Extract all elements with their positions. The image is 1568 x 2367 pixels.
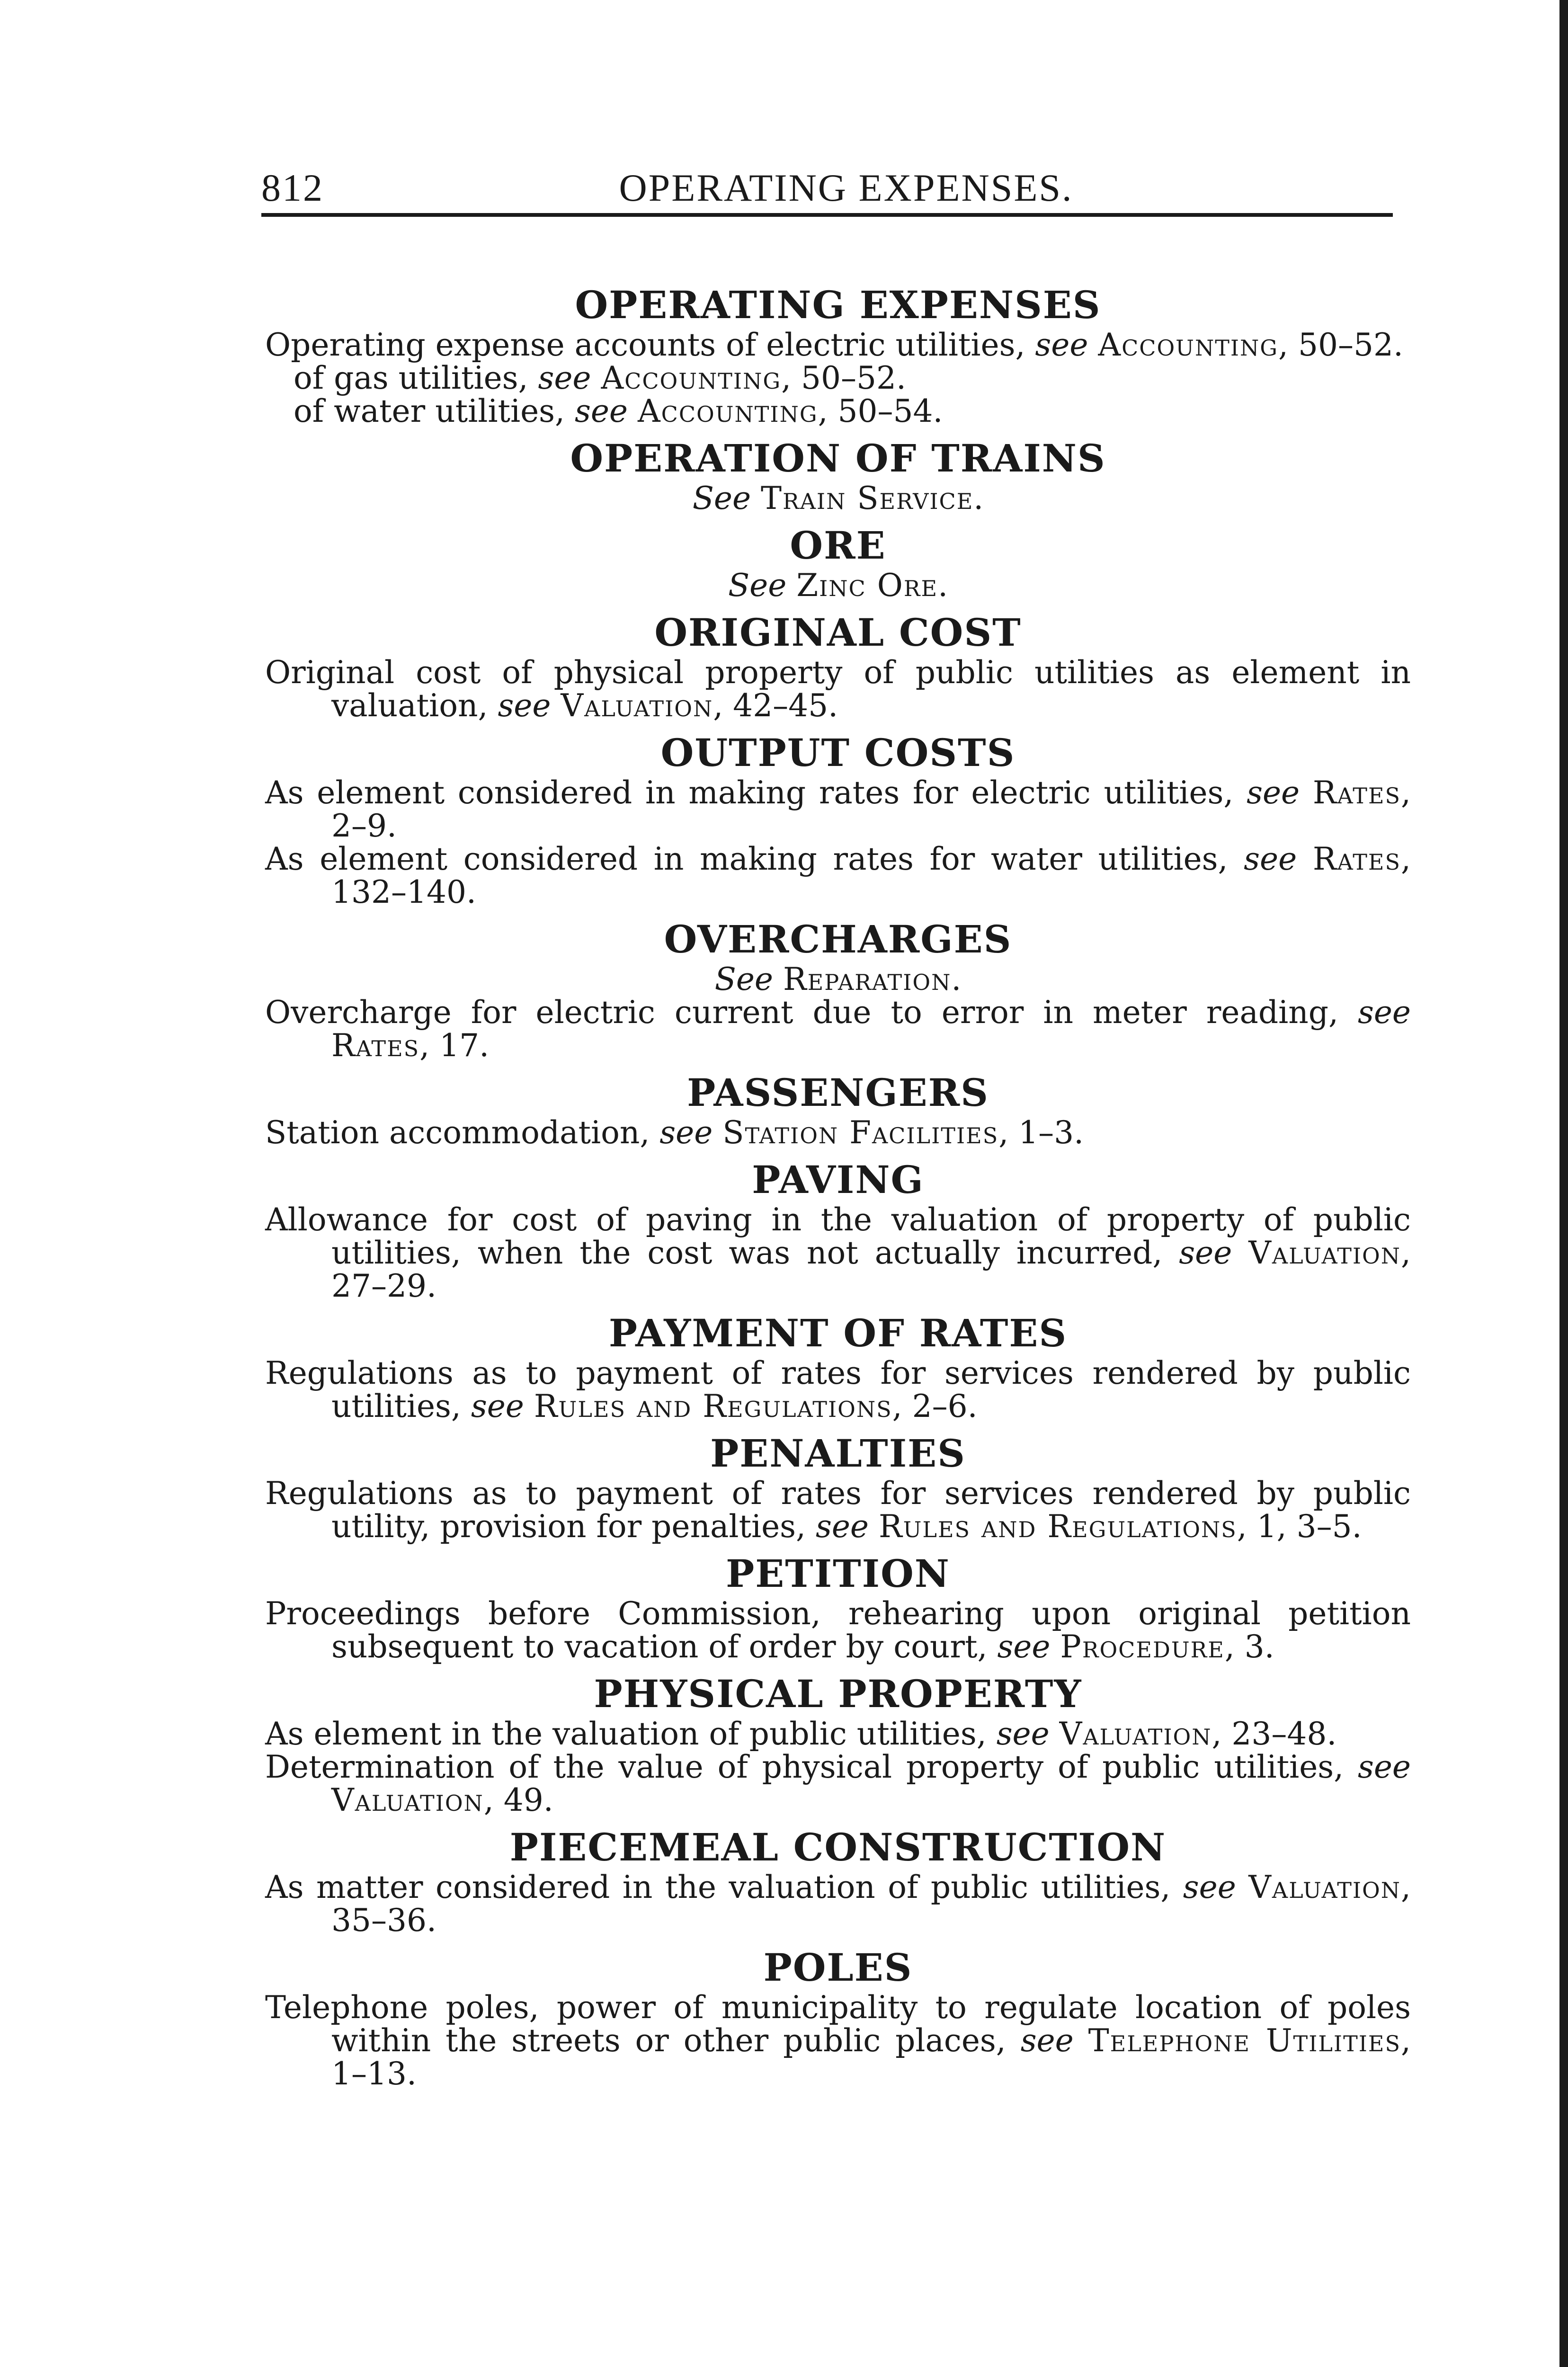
see-reference: see — [1179, 1235, 1232, 1271]
see-reference: see — [997, 1628, 1051, 1665]
entry-text: Regulations as to payment of rates for services rendered by public utility, provision for penalties, — [265, 1475, 1411, 1545]
entry-heading: PAVING — [752, 1157, 924, 1202]
see-reference: see — [996, 1716, 1050, 1752]
entry-heading: OPERATING EXPENSES — [575, 283, 1101, 327]
index-entry — [265, 435, 1411, 515]
entry-line — [265, 482, 1411, 515]
entry-text: As element considered in making rates for water utilities, — [265, 841, 1244, 877]
entry-line — [265, 1871, 1411, 1937]
entry-text: , 3. — [1224, 1628, 1274, 1665]
entry-text — [1236, 1869, 1248, 1905]
entry-line — [265, 1357, 1411, 1423]
entry-text — [1050, 1628, 1060, 1665]
cross-reference-topic: Station Facilities — [722, 1114, 999, 1151]
entry-text: Regulations as to payment of rates for services rendered by public utilities, — [265, 1355, 1411, 1424]
entry-text — [628, 393, 638, 429]
index-entry — [265, 1309, 1411, 1423]
entry-heading: POLES — [763, 1945, 913, 1990]
entry-text: , 2–6. — [892, 1388, 978, 1424]
cross-reference-topic: Train Service — [761, 480, 974, 516]
cross-reference-topic: Accounting — [601, 360, 782, 396]
entry-text: , 23–48. — [1212, 1716, 1337, 1752]
cross-reference-topic: Accounting — [637, 393, 818, 429]
entry-text — [869, 1508, 879, 1545]
entry-text: . — [951, 961, 962, 997]
entry-text: , 1–13. — [331, 2022, 1411, 2092]
entry-text: As element considered in making rates for electric utilities, — [265, 774, 1247, 811]
entry-line — [265, 776, 1411, 843]
entry-heading: ORIGINAL COST — [654, 610, 1022, 655]
entry-text: Determination of the value of physical property of public utilities, — [265, 1749, 1358, 1785]
see-reference: see — [1358, 994, 1411, 1031]
entry-text — [1088, 327, 1098, 363]
cross-reference-topic: Valuation — [1248, 1869, 1401, 1905]
entry-text — [551, 687, 561, 724]
cross-reference-topic: Accounting — [1098, 327, 1279, 363]
entry-text: . — [973, 480, 984, 516]
entry-line — [265, 1991, 1411, 2091]
entry-text: , 1–3. — [998, 1114, 1084, 1151]
scan-edge-right — [1559, 0, 1568, 2367]
index-entry — [265, 1944, 1411, 2091]
entry-line — [265, 329, 1411, 362]
index-entry — [265, 281, 1411, 428]
see-reference: see — [1244, 841, 1297, 877]
index-entry — [265, 1156, 1411, 1303]
entry-heading: PIECEMEAL CONSTRUCTION — [509, 1825, 1167, 1869]
entry-text — [751, 480, 761, 516]
page-number: 812 — [261, 166, 324, 209]
entry-text — [1232, 1235, 1248, 1271]
entry-text: Overcharge for electric current due to error in meter reading, — [265, 994, 1358, 1031]
index-entry — [265, 729, 1411, 909]
entry-heading: PETITION — [726, 1551, 950, 1596]
entry-text: , 50–52. — [781, 360, 906, 396]
cross-reference-topic: Rules and Regulations — [878, 1508, 1237, 1545]
entry-text — [1074, 2022, 1088, 2059]
see-reference: see — [1247, 774, 1300, 811]
cross-reference-topic: Rates — [1312, 774, 1401, 811]
index-entry — [265, 1824, 1411, 1937]
entry-text: , 17. — [419, 1027, 490, 1064]
entry-text: , 35–36. — [331, 1869, 1411, 1939]
see-reference: see — [538, 360, 591, 396]
entry-text: As element in the valuation of public utilities, — [265, 1716, 997, 1752]
index-entry — [265, 916, 1411, 1062]
entry-text — [1300, 774, 1313, 811]
cross-reference-topic: Valuation — [331, 1782, 484, 1818]
entry-heading: PASSENGERS — [687, 1070, 989, 1115]
index-entry — [265, 609, 1411, 722]
index-entries — [265, 275, 1411, 2091]
running-head: OPERATING EXPENSES. — [619, 166, 1073, 209]
entry-text: Allowance for cost of paving in the valuation of property of public utilities, when the cost was not actually incurred, — [265, 1201, 1411, 1271]
page-header — [261, 156, 1393, 217]
entry-text — [773, 961, 783, 997]
entry-heading: OPERATION OF TRAINS — [570, 436, 1106, 481]
entry-text: , 49. — [483, 1782, 553, 1818]
see-reference: see — [1035, 327, 1088, 363]
see-reference: see — [815, 1508, 869, 1545]
entry-heading: OVERCHARGES — [664, 917, 1012, 961]
entry-line — [265, 1203, 1411, 1303]
entry-text: , 27–29. — [331, 1235, 1411, 1304]
entry-text: Telephone poles, power of municipality to regulate location of poles within the streets or other public places, — [265, 1989, 1411, 2059]
entry-heading: PENALTIES — [710, 1431, 966, 1476]
entry-line — [265, 963, 1411, 996]
entry-text: Proceedings before Commission, rehearing upon original petition subsequent to vacation of order by court, — [265, 1595, 1411, 1665]
entry-text: , 132–140. — [331, 841, 1411, 910]
see-reference: See — [714, 961, 773, 997]
entry-text: of gas utilities, — [294, 360, 538, 396]
see-reference: See — [728, 567, 787, 604]
cross-reference-topic: Valuation — [1059, 1716, 1212, 1752]
entry-heading: OUTPUT COSTS — [660, 730, 1016, 775]
entry-line — [265, 656, 1411, 722]
cross-reference-topic: Zinc Ore — [796, 567, 938, 604]
entry-heading: ORE — [790, 523, 886, 568]
entry-line — [265, 996, 1411, 1062]
entry-text — [713, 1114, 722, 1151]
cross-reference-topic: Procedure — [1060, 1628, 1225, 1665]
see-reference: see — [1183, 1869, 1236, 1905]
entry-text: Operating expense accounts of electric utilities, — [265, 327, 1035, 363]
index-entry — [265, 1550, 1411, 1664]
see-reference: see — [1358, 1749, 1411, 1785]
entry-line — [265, 362, 1411, 395]
entry-line — [265, 395, 1411, 428]
see-reference: see — [1020, 2022, 1074, 2059]
entry-text — [1297, 841, 1313, 877]
entry-text — [591, 360, 601, 396]
entry-text: As matter considered in the valuation of public utilities, — [265, 1869, 1183, 1905]
cross-reference-topic: Telephone Utilities — [1088, 2022, 1401, 2059]
entry-text: Original cost of physical property of public utilities as element in valuation, — [265, 654, 1411, 724]
entry-line — [265, 1717, 1411, 1751]
cross-reference-topic: Rates — [331, 1027, 420, 1064]
see-reference: see — [659, 1114, 713, 1151]
entry-line — [265, 1477, 1411, 1543]
index-entry — [265, 522, 1411, 602]
entry-text: , 42–45. — [713, 687, 838, 724]
index-entry — [265, 1069, 1411, 1149]
cross-reference-topic: Valuation — [561, 687, 713, 724]
see-reference: see — [498, 687, 551, 724]
index-entry — [265, 1670, 1411, 1817]
cross-reference-topic: Valuation — [1248, 1235, 1401, 1271]
see-reference: see — [471, 1388, 524, 1424]
cross-reference-topic: Rules and Regulations — [534, 1388, 892, 1424]
entry-text: . — [938, 567, 948, 604]
entry-line — [265, 1116, 1411, 1149]
entry-line — [265, 1751, 1411, 1817]
see-reference: see — [574, 393, 628, 429]
entry-text: Station accommodation, — [265, 1114, 660, 1151]
entry-line — [265, 569, 1411, 602]
entry-text — [524, 1388, 534, 1424]
entry-heading: PAYMENT OF RATES — [608, 1311, 1068, 1355]
entry-text — [786, 567, 796, 604]
entry-text — [1050, 1716, 1060, 1752]
entry-line — [265, 843, 1411, 909]
index-entry — [265, 1430, 1411, 1543]
cross-reference-topic: Rates — [1312, 841, 1401, 877]
entry-text: , 2–9. — [331, 774, 1411, 844]
entry-line — [265, 1597, 1411, 1664]
cross-reference-topic: Reparation — [783, 961, 952, 997]
see-reference: See — [692, 480, 751, 516]
entry-text: of water utilities, — [294, 393, 575, 429]
entry-heading: PHYSICAL PROPERTY — [594, 1672, 1082, 1716]
entry-text: , 50–52. — [1278, 327, 1403, 363]
entry-text: , 50–54. — [818, 393, 943, 429]
entry-text: , 1, 3–5. — [1237, 1508, 1362, 1545]
